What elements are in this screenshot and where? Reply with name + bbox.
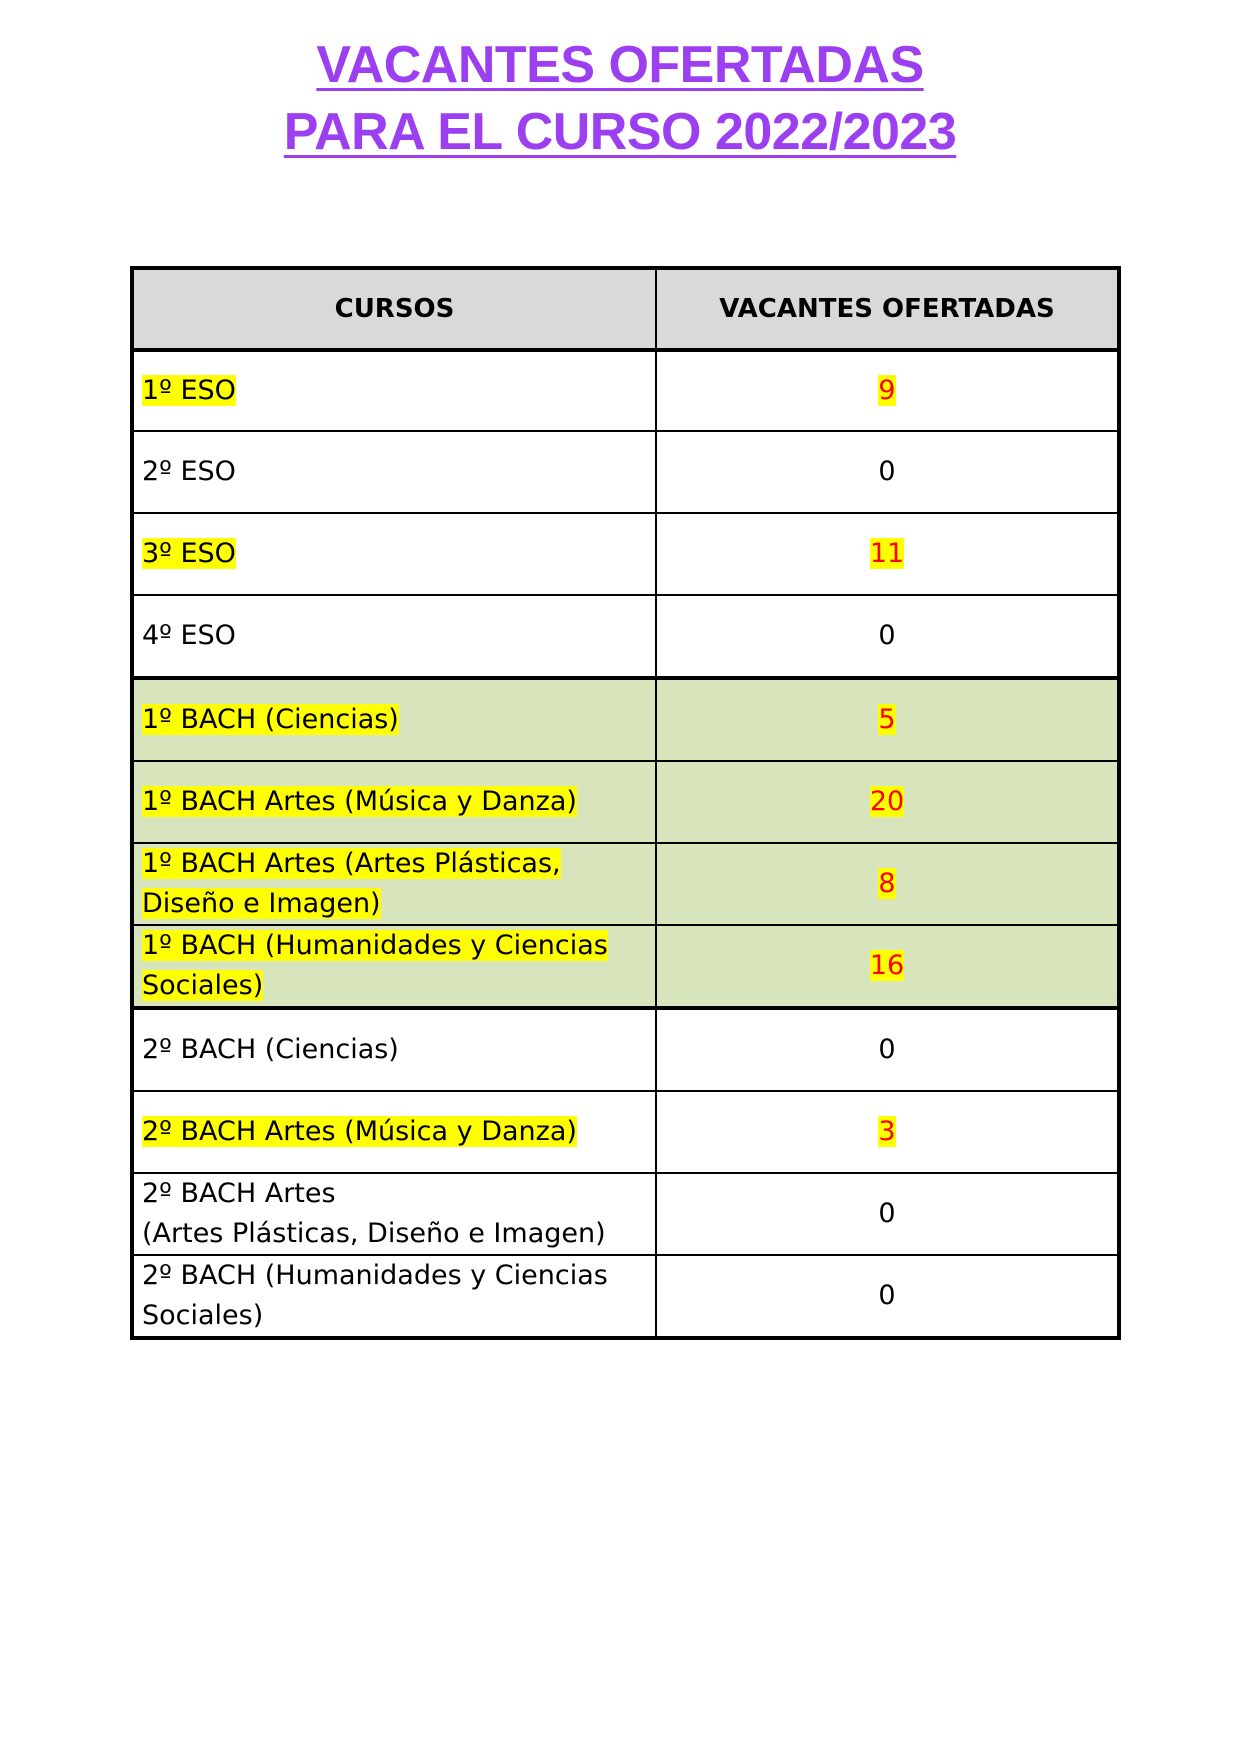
vacancies-value: 9 [878,375,896,406]
header-vacantes: VACANTES OFERTADAS [656,268,1119,350]
course-name: 2º ESO [142,456,236,487]
table-row [132,761,1119,843]
course-name-line-2: Diseño e Imagen) [142,888,381,919]
course-name: 1º ESO [142,375,236,406]
vacancies-cell [656,513,1119,595]
table-row [132,513,1119,595]
table-header-row [132,268,1119,350]
vacancies-value: 5 [878,704,896,735]
course-cell [132,761,656,843]
vacancies-cell [656,1173,1119,1255]
course-name-line-1: 2º BACH Artes [142,1178,336,1209]
course-name: 2º BACH Artes (Música y Danza) [142,1116,577,1147]
vacancies-value: 0 [878,1034,896,1065]
vacancies-value: 16 [869,950,905,981]
vacancies-cell [656,843,1119,925]
course-name: 1º BACH Artes (Música y Danza) [142,786,577,817]
vacancies-cell [656,431,1119,513]
vacancies-cell [656,1008,1119,1091]
table-row [132,1008,1119,1091]
title-line-1: VACANTES OFERTADAS [316,36,924,94]
vacancies-value: 0 [878,620,896,651]
table-row [132,1091,1119,1173]
course-cell [132,1008,656,1091]
table-row [132,350,1119,431]
course-cell [132,1173,656,1255]
vacancies-cell [656,761,1119,843]
course-name-line-1: 1º BACH (Humanidades y Ciencias [142,930,608,961]
table-row [132,678,1119,761]
vacancies-value: 0 [878,456,896,487]
course-cell [132,1091,656,1173]
vacancies-cell [656,678,1119,761]
course-cell [132,843,656,925]
course-name-line-2: Sociales) [142,1300,264,1331]
page-title [0,32,1240,166]
course-name: 2º BACH (Ciencias) [142,1034,399,1065]
vacancies-value: 0 [878,1280,896,1311]
course-cell [132,513,656,595]
vacancies-cell [656,1091,1119,1173]
course-cell [132,350,656,431]
course-name: 1º BACH (Ciencias) [142,704,399,735]
vacancies-value: 20 [869,786,905,817]
table-row [132,925,1119,1008]
course-name-line-1: 1º BACH Artes (Artes Plásticas, [142,848,561,879]
course-cell [132,595,656,678]
vacancies-cell [656,595,1119,678]
course-name-line-1: 2º BACH (Humanidades y Ciencias [142,1260,608,1291]
course-cell [132,678,656,761]
course-name-line-2: Sociales) [142,970,264,1001]
table-row [132,431,1119,513]
vacancies-value: 0 [878,1198,896,1229]
vacancies-table [130,266,1121,1340]
course-cell [132,925,656,1008]
vacancies-value: 11 [869,538,905,569]
vacancies-value: 3 [878,1116,896,1147]
course-cell [132,431,656,513]
header-cursos: CURSOS [132,268,656,350]
vacancies-cell [656,1255,1119,1338]
table-row [132,1255,1119,1338]
course-cell [132,1255,656,1338]
vacancies-cell [656,350,1119,431]
vacancies-value: 8 [878,868,896,899]
course-name-line-2: (Artes Plásticas, Diseño e Imagen) [142,1218,606,1249]
title-line-2: PARA EL CURSO 2022/2023 [283,103,957,161]
course-name: 4º ESO [142,620,236,651]
course-name: 3º ESO [142,538,236,569]
table-row [132,595,1119,678]
table-row [132,843,1119,925]
vacancies-cell [656,925,1119,1008]
table-row [132,1173,1119,1255]
